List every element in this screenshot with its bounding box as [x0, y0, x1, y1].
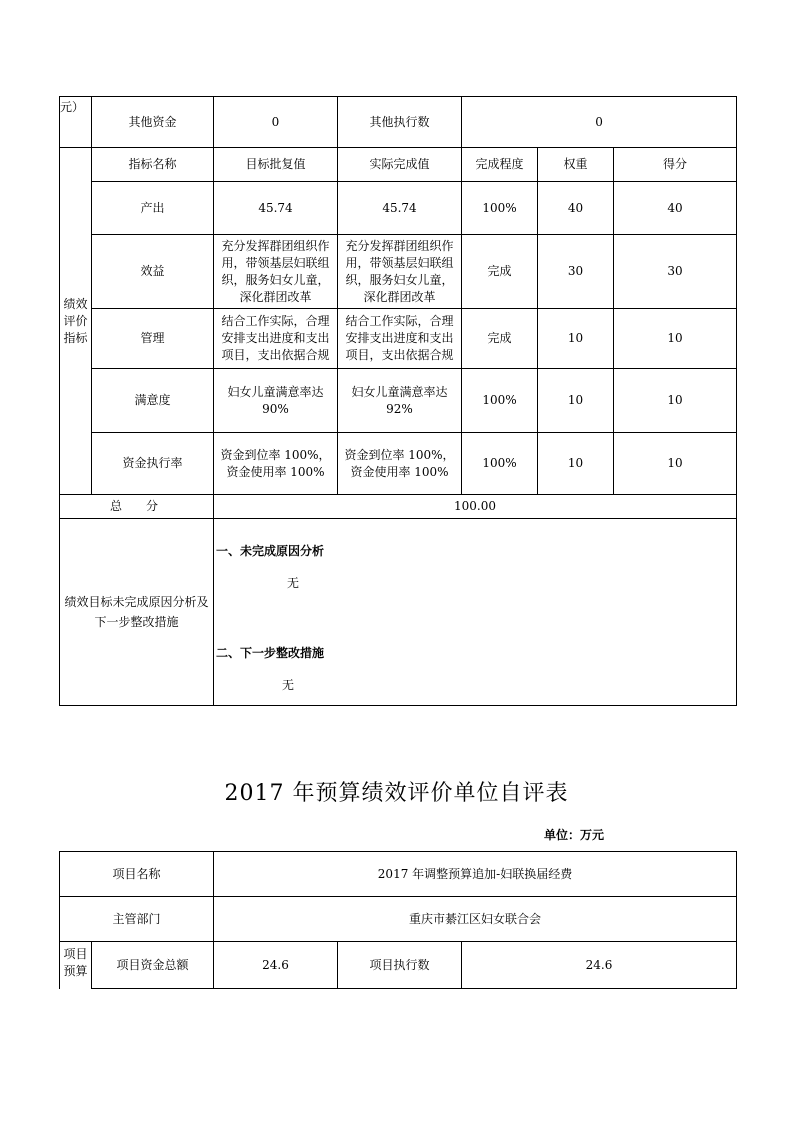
total-funds-value: 24.6	[214, 942, 338, 989]
analysis-section1-body: 无	[287, 576, 300, 590]
dept-label: 主管部门	[60, 897, 214, 942]
weight-value: 10	[538, 309, 614, 369]
other-funds-row	[60, 97, 737, 148]
completion-value: 完成	[462, 235, 538, 309]
self-evaluation-table	[59, 851, 737, 989]
target-value: 妇女儿童满意率达90%	[214, 369, 338, 433]
unit-label: 单位：万元	[544, 828, 605, 842]
actual-value: 妇女儿童满意率达92%	[338, 369, 462, 433]
score-value: 30	[614, 235, 737, 309]
indicator-name: 效益	[92, 235, 214, 309]
actual-value: 资金到位率 100%，资金使用率 100%	[338, 433, 462, 495]
fund-left-fragment: 元）	[60, 97, 92, 148]
total-row	[60, 495, 737, 519]
target-value: 结合工作实际，合理安排支出进度和支出项目，支出依据合规	[214, 309, 338, 369]
analysis-row	[60, 519, 737, 706]
weight-value: 40	[538, 182, 614, 235]
performance-table	[59, 96, 737, 706]
indicator-name: 满意度	[92, 369, 214, 433]
table-row	[60, 182, 737, 235]
project-name-row	[60, 852, 737, 897]
completion-value: 100%	[462, 182, 538, 235]
header-weight: 权重	[538, 148, 614, 182]
analysis-content	[214, 519, 737, 706]
indicator-name: 产出	[92, 182, 214, 235]
table-row	[60, 309, 737, 369]
analysis-label-text: 绩效目标未完成原因分析及下一步整改措施	[64, 595, 209, 629]
header-actual: 实际完成值	[338, 148, 462, 182]
budget-row	[60, 942, 737, 989]
weight-value: 10	[538, 369, 614, 433]
target-value: 45.74	[214, 182, 338, 235]
header-indicator-name: 指标名称	[92, 148, 214, 182]
other-funds-label: 其他资金	[92, 97, 214, 148]
header-target: 目标批复值	[214, 148, 338, 182]
other-funds-value: 0	[214, 97, 338, 148]
analysis-label	[60, 519, 214, 706]
completion-value: 100%	[462, 433, 538, 495]
indicator-section-label: 绩效 评价 指标	[60, 148, 92, 495]
actual-value: 45.74	[338, 182, 462, 235]
analysis-section2-body: 无	[282, 678, 295, 692]
dept-value: 重庆市綦江区妇女联合会	[214, 897, 737, 942]
actual-value: 结合工作实际，合理安排支出进度和支出项目，支出依据合规	[338, 309, 462, 369]
exec-label: 项目执行数	[338, 942, 462, 989]
actual-value: 充分发挥群团组织作用，带领基层妇联组织，服务妇女儿童，深化群团改革	[338, 235, 462, 309]
score-value: 10	[614, 369, 737, 433]
indicator-header-row	[60, 148, 737, 182]
completion-value: 100%	[462, 369, 538, 433]
analysis-section2-title: 二、下一步整改措施	[216, 646, 325, 660]
header-score: 得分	[614, 148, 737, 182]
page-title: 2017 年预算绩效评价单位自评表	[224, 781, 569, 806]
project-name-value: 2017 年调整预算追加-妇联换届经费	[214, 852, 737, 897]
header-completion: 完成程度	[462, 148, 538, 182]
exec-value: 24.6	[462, 942, 737, 989]
score-value: 10	[614, 433, 737, 495]
weight-value: 10	[538, 433, 614, 495]
target-value: 资金到位率 100%，资金使用率 100%	[214, 433, 338, 495]
dept-row	[60, 897, 737, 942]
other-exec-label: 其他执行数	[338, 97, 462, 148]
indicator-name: 管理	[92, 309, 214, 369]
indicator-name: 资金执行率	[92, 433, 214, 495]
target-value: 充分发挥群团组织作用，带领基层妇联组织，服务妇女儿童，深化群团改革	[214, 235, 338, 309]
other-exec-value: 0	[462, 97, 737, 148]
score-value: 10	[614, 309, 737, 369]
analysis-section1-title: 一、未完成原因分析	[216, 544, 325, 558]
table-row	[60, 433, 737, 495]
weight-value: 30	[538, 235, 614, 309]
budget-label: 项目 预算	[60, 942, 92, 989]
total-funds-label: 项目资金总额	[92, 942, 214, 989]
completion-value: 完成	[462, 309, 538, 369]
table-row	[60, 235, 737, 309]
total-value: 100.00	[214, 495, 737, 519]
score-value: 40	[614, 182, 737, 235]
table-row	[60, 369, 737, 433]
total-label: 总 分	[60, 495, 214, 519]
project-name-label: 项目名称	[60, 852, 214, 897]
